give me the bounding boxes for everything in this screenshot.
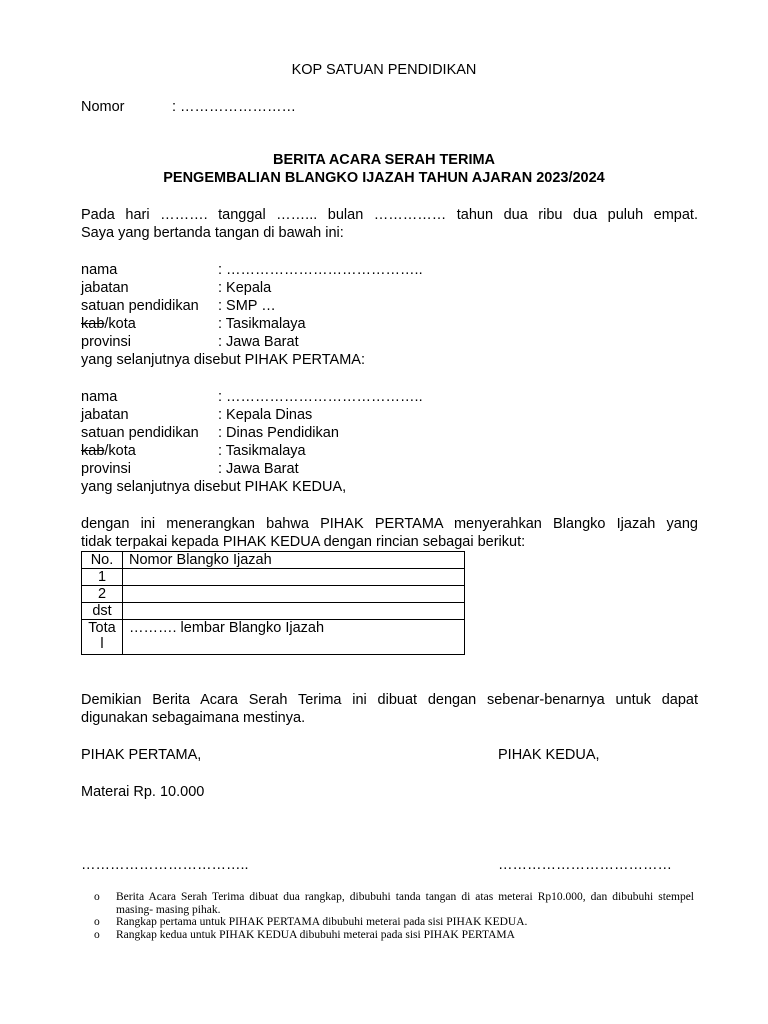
table-total-row [82, 620, 465, 655]
field-value: : Tasikmalaya [218, 443, 306, 459]
field-label: satuan pendidikan [81, 298, 199, 314]
note-text: Berita Acara Serah Terima dibuat dua rangkap, dibubuhi tanda tangan di atas meterai Rp10.000, dan dibubuhi stempel masing- masing pihak. [116, 891, 694, 916]
statement-line-1: dengan ini menerangkan bahwa PIHAK PERTAMA menyerahkan Blangko Ijazah yang [81, 516, 698, 532]
field-value: : Jawa Barat [218, 461, 299, 477]
total-label-part: Tota [88, 620, 116, 636]
field-label: nama [81, 389, 118, 405]
closing-line-2: digunakan sebagaimana mestinya. [81, 710, 306, 726]
list-item [94, 916, 694, 929]
notes-list [94, 891, 694, 941]
label-rest: /kota [104, 316, 136, 332]
pihak-pertama-closing: yang selanjutnya disebut PIHAK PERTAMA: [81, 352, 365, 368]
field-label: jabatan [81, 280, 129, 296]
statement-line-2: tidak terpakai kepada PIHAK KEDUA dengan rincian sebagai berikut: [81, 534, 526, 550]
closing-line-1: Demikian Berita Acara Serah Terima ini dibuat dengan sebenar-benarnya untuk dapat [81, 692, 698, 708]
list-item [94, 891, 694, 916]
signature-line-left: …………………………….. [81, 857, 249, 873]
field-value: : SMP … [218, 298, 276, 314]
materai-note: Materai Rp. 10.000 [81, 784, 205, 800]
nomor-label: Nomor [81, 99, 125, 115]
row-value [123, 603, 465, 620]
label-rest: /kota [104, 443, 136, 459]
row-value [123, 569, 465, 586]
table-header-row [82, 552, 465, 569]
field-value: : ………………………………….. [218, 389, 423, 405]
signature-line-right: ……………………………… [498, 857, 672, 873]
field-label [81, 315, 136, 333]
intro-line-1: Pada hari ………. tanggal ……... bulan …………… tahun dua ribu dua puluh empat. [81, 207, 698, 223]
pihak-kedua-closing: yang selanjutnya disebut PIHAK KEDUA, [81, 479, 347, 495]
field-value: : Kepala [218, 280, 272, 296]
table-row [82, 603, 465, 620]
field-value: : Jawa Barat [218, 334, 299, 350]
total-value: ………. lembar Blangko Ijazah [123, 620, 465, 655]
signature-pihak-kedua: PIHAK KEDUA, [498, 747, 600, 763]
struck-text: kab [81, 316, 105, 332]
column-header-no: No. [82, 552, 123, 569]
field-value: : Kepala Dinas [218, 407, 313, 423]
field-value: : Tasikmalaya [218, 316, 306, 332]
row-number: dst [82, 603, 123, 620]
field-label [81, 442, 136, 460]
field-label: provinsi [81, 334, 131, 350]
bullet-icon: o [94, 928, 100, 941]
total-label [82, 620, 123, 655]
field-label: jabatan [81, 407, 129, 423]
list-item [94, 929, 694, 942]
bullet-icon: o [94, 916, 100, 928]
document-subtitle: PENGEMBALIAN BLANGKO IJAZAH TAHUN AJARAN 2023/2024 [163, 170, 605, 186]
kop-header: KOP SATUAN PENDIDIKAN [291, 62, 477, 78]
row-number: 2 [82, 586, 123, 603]
signature-pihak-pertama: PIHAK PERTAMA, [81, 747, 202, 763]
field-label: satuan pendidikan [81, 425, 199, 441]
nomor-value: : …………………… [172, 99, 297, 115]
field-label: provinsi [81, 461, 131, 477]
intro-line-2: Saya yang bertanda tangan di bawah ini: [81, 225, 344, 241]
blangko-table [81, 551, 465, 655]
document-title: BERITA ACARA SERAH TERIMA [272, 152, 496, 168]
total-label-part: l [100, 636, 104, 652]
struck-text: kab [81, 443, 105, 459]
field-label: nama [81, 262, 118, 278]
table-row [82, 586, 465, 603]
note-text: Rangkap pertama untuk PIHAK PERTAMA dibubuhi meterai pada sisi PIHAK KEDUA. [116, 916, 528, 928]
table-row [82, 569, 465, 586]
row-value [123, 586, 465, 603]
field-value: : ………………………………….. [218, 262, 423, 278]
column-header-nomor: Nomor Blangko Ijazah [123, 552, 465, 569]
row-number: 1 [82, 569, 123, 586]
bullet-icon: o [94, 891, 100, 903]
note-text: Rangkap kedua untuk PIHAK KEDUA dibubuhi meterai pada sisi PIHAK PERTAMA [116, 928, 515, 941]
field-value: : Dinas Pendidikan [218, 425, 339, 441]
